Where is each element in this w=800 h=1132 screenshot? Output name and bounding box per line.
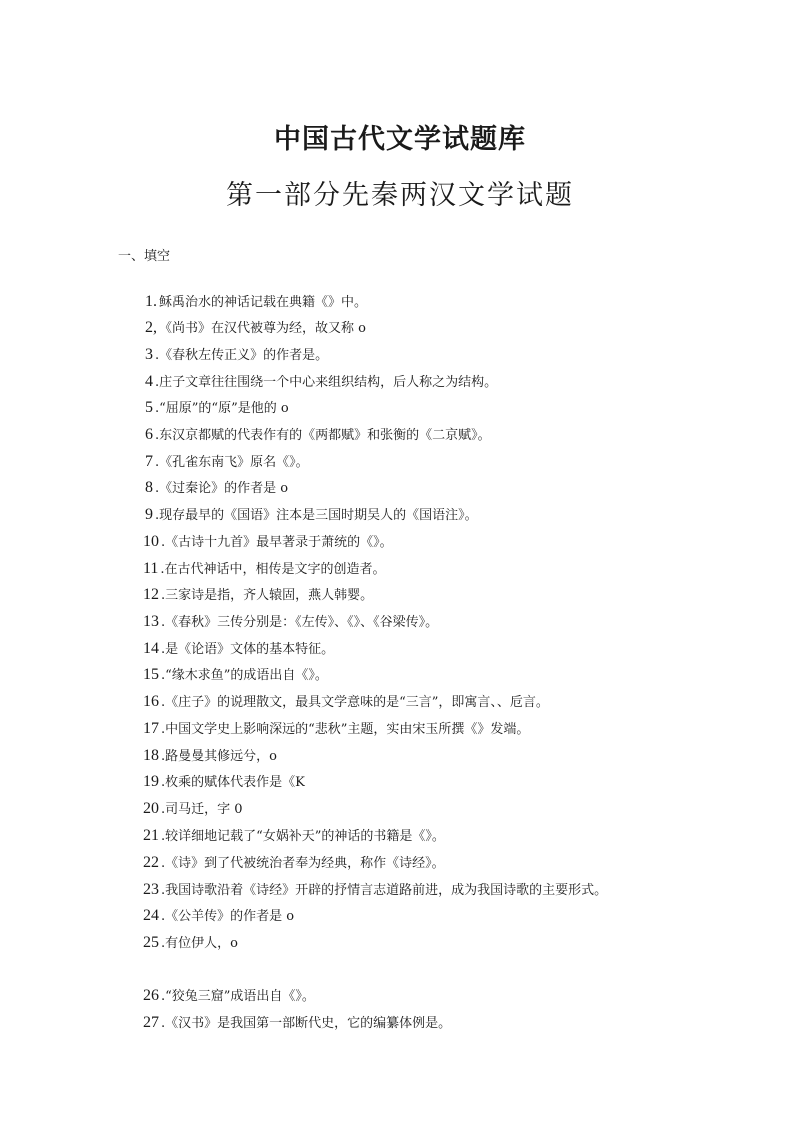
question-number: 18: [143, 747, 159, 764]
question-text: .司马迁，字 0: [161, 802, 243, 817]
question-text: .《公羊传》的作者是 o: [161, 909, 295, 924]
question-text: .我国诗歌沿着《诗经》开辟的抒情言志道路前进，成为我国诗歌的主要形式。: [161, 883, 608, 898]
question-text: .《孔雀东南飞》原名《》。: [155, 455, 309, 470]
question-item: [143, 532, 393, 552]
question-text: .《过秦论》的作者是 o: [155, 481, 289, 496]
question-item: [143, 665, 328, 685]
question-number: 17: [143, 720, 159, 737]
question-text: .有位伊人，o: [161, 936, 238, 951]
question-number: 19: [143, 773, 159, 790]
question-item: [145, 398, 289, 418]
question-item: [145, 345, 328, 365]
section-heading: 一、填空: [118, 249, 171, 264]
question-item: [145, 452, 309, 472]
question-text: .在古代神话中，相传是文字的创造者。: [160, 562, 386, 577]
question-item: [145, 292, 367, 312]
question-text: .《古诗十九首》最早著录于萧统的《》。: [161, 535, 393, 550]
question-text: .庄子文章往往围绕一个中心来组织结构，后人称之为结构。: [155, 375, 498, 390]
question-number: 25: [143, 934, 159, 951]
question-item: [145, 505, 478, 525]
question-number: 12: [143, 586, 159, 603]
question-item: [145, 425, 491, 445]
question-text: .三家诗是指，齐人辕固，燕人韩婴。: [161, 588, 374, 603]
question-number: 27: [143, 1014, 159, 1031]
question-number: 16: [143, 693, 159, 710]
question-text: .现存最早的《国语》注本是三国时期吴人的《国语注》。: [155, 508, 478, 523]
question-item: [143, 826, 445, 846]
question-number: 24: [143, 907, 159, 924]
question-item: [143, 692, 549, 712]
question-text: 《尚书》在汉代被尊为经，故又称 o: [159, 321, 366, 336]
question-text: .《汉书》是我国第一部断代史，它的编纂体例是。: [161, 1016, 452, 1031]
question-text: .《春秋左传正义》的作者是。: [155, 348, 329, 363]
question-number: 6: [145, 426, 153, 443]
question-item: [143, 906, 294, 926]
question-text: .“狡兔三窟”成语出自《》。: [161, 989, 315, 1004]
question-number: 13: [143, 613, 159, 630]
question-number: 21: [143, 827, 159, 844]
document-subtitle: 第一部分先秦两汉文学试题: [226, 180, 574, 211]
question-item: [143, 880, 607, 900]
question-number: 11: [143, 560, 159, 577]
question-item: [145, 318, 366, 338]
question-item: [143, 799, 243, 819]
question-text: .《诗》到了代被统治者奉为经典，称作《诗经》。: [161, 856, 445, 871]
question-number: 26: [143, 987, 159, 1004]
question-number: 23: [143, 881, 159, 898]
question-text: 稣禹治水的神话记载在典籍《》中。: [159, 295, 368, 310]
question-number: 9: [145, 506, 153, 523]
question-text: .《春秋》三传分别是：《左传》、《》、《谷梁传》。: [161, 615, 439, 630]
question-number: 1.: [145, 293, 157, 310]
question-text: .较详细地记载了“女娲补天”的神话的书籍是《》。: [161, 829, 445, 844]
question-item: [145, 372, 497, 392]
question-number: 7: [145, 453, 153, 470]
question-number: 8: [145, 479, 153, 496]
question-item: [143, 585, 373, 605]
question-number: 2,: [145, 319, 157, 336]
question-item: [143, 986, 315, 1006]
question-item: [143, 933, 238, 953]
question-number: 4: [145, 373, 153, 390]
question-text: .枚乘的赋体代表作是《K: [161, 775, 305, 790]
question-text: .路曼曼其修远兮，o: [161, 749, 277, 764]
question-item: [143, 639, 334, 659]
question-item: [143, 719, 529, 739]
question-item: [145, 478, 288, 498]
question-item: [143, 853, 445, 873]
question-number: 5: [145, 399, 153, 416]
question-item: [143, 746, 277, 766]
document-title: 中国古代文学试题库: [274, 124, 526, 155]
question-text: .是《论语》文体的基本特征。: [161, 642, 335, 657]
question-text: .东汉京都赋的代表作有的《两都赋》和张衡的《二京赋》。: [155, 428, 491, 443]
question-text: .“屈原”的“原”是他的 o: [155, 401, 289, 416]
question-item: [143, 559, 386, 579]
question-item: [143, 1013, 451, 1033]
question-text: .“缘木求鱼”的成语出自《》。: [161, 668, 328, 683]
question-item: [143, 772, 305, 792]
question-number: 15: [143, 666, 159, 683]
question-number: 20: [143, 800, 159, 817]
question-item: [143, 612, 438, 632]
question-number: 14: [143, 640, 159, 657]
question-number: 22: [143, 854, 159, 871]
question-text: .《庄子》的说理散文，最具文学意味的是“三言”，即寓言、、卮言。: [161, 695, 549, 710]
question-number: 3: [145, 346, 153, 363]
question-number: 10: [143, 533, 159, 550]
question-text: .中国文学史上影响深远的“悲秋”主题，实由宋玉所撰《》发端。: [161, 722, 530, 737]
